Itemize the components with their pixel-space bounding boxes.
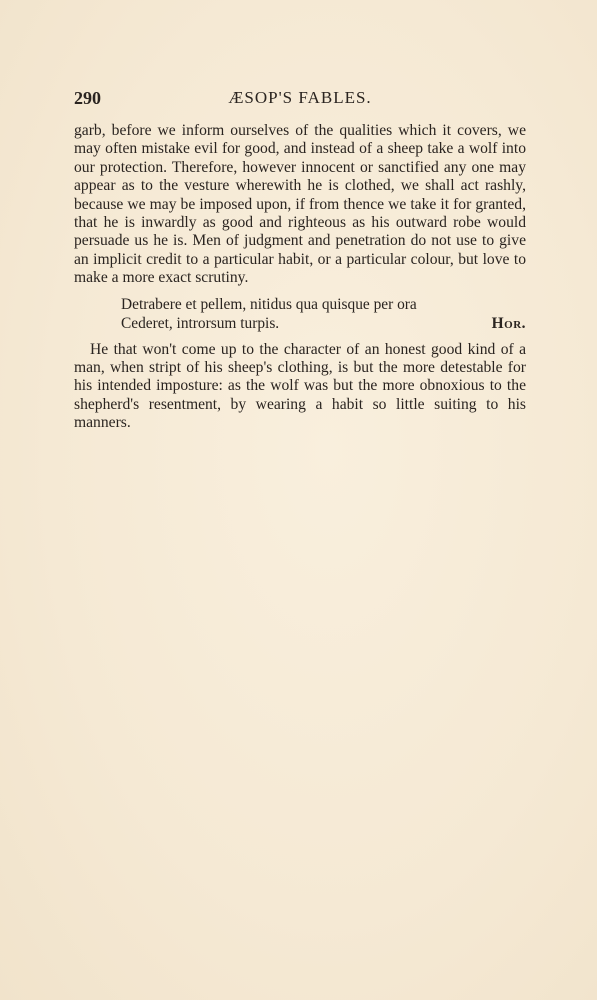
quote-line-2-text: Cederet, introrsum turpis. xyxy=(121,314,280,332)
quote-attribution: Hor. xyxy=(491,314,526,332)
quote-line-1 xyxy=(121,295,526,314)
running-title: ÆSOP'S FABLES. xyxy=(228,88,372,107)
page-header xyxy=(74,88,526,112)
quote-line-2 xyxy=(121,314,526,333)
latin-quotation xyxy=(74,295,526,333)
paragraph-moral-continuation: garb, before we inform ourselves of the qualities which it covers, we may often mistake evil for good, and instead of a sheep take a wolf into our protection. Therefore, however innocent or sanctified any one may appear as to the vesture wherewith he is clothed, we shall act rashly, because we may be imposed upon, if from thence we take it for granted, that he is inwardly as good and righteous as his outward robe would persuade us he is. Men of judgment and penetration do not use to give an implicit credit to a particular habit, or a particular colour, but love to make a more exact scrutiny. xyxy=(74,122,526,287)
quote-line-1-text: Detrabere et pellem, nitidus qua quisque per ora xyxy=(121,295,417,313)
paragraph-application: He that won't come up to the character of an honest good kind of a man, when stript of his sheep's clothing, is but the more detestable for his intended imposture: as the wolf was but the more obnoxious to the shepherd's resentment, by wearing a habit so little suiting to his manners. xyxy=(74,340,526,432)
page-number: 290 xyxy=(74,88,101,108)
page-body xyxy=(74,122,526,433)
